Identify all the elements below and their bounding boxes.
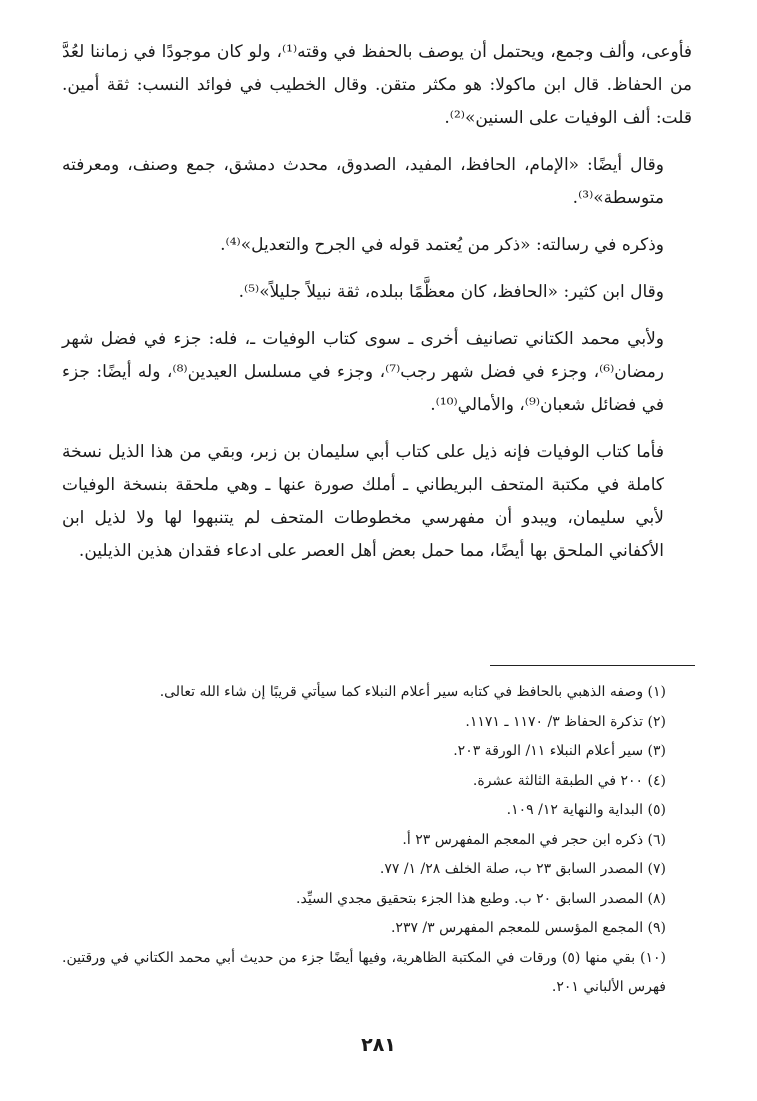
page-number: ٢٨١ — [361, 1034, 396, 1056]
footnote-divider — [490, 665, 695, 666]
footnote: (١) وصفه الذهبي بالحافظ في كتابه سير أعلام النبلاء كما سيأتي قريبًا إن شاء الله تعالى. — [159, 684, 666, 700]
footnote: (٢) تذكرة الحفاظ ٣/ ١١٧٠ ـ ١١٧١. — [465, 713, 666, 730]
footnote: (١٠) بقي منها (٥) ورقات في المكتبة الظاهرية، وفيها أيضًا جزء من حديث أبي محمد الكتاني في ورقتين. فهرس الألباني ٢٠١. — [62, 949, 667, 995]
footnote: (٣) سير أعلام النبلاء ١١/ الورقة ٢٠٣. — [453, 743, 666, 759]
footnote: (٩) المجمع المؤسس للمعجم المفهرس ٣/ ٢٣٧. — [390, 920, 666, 936]
paragraph: وقال أيضًا: «الإمام، الحافظ، المفيد، الصدوق، محدث دمشق، جمع وصنف، ومعرفته متوسطة»⁽³⁾. — [62, 155, 664, 208]
footnotes — [62, 678, 692, 1003]
paragraph: ولأبي محمد الكتاني تصانيف أخرى ـ سوى كتاب الوفيات ـ، فله: جزء في فضل شهر رمضان⁽⁶⁾، وجزء في فضل شهر رجب⁽⁷⁾، وجزء في مسلسل العيدين⁽⁸⁾، وله أيضًا: جزء في فضائل شعبان⁽⁹⁾، والأمالي⁽¹⁰⁾. — [62, 329, 665, 415]
main-text — [62, 36, 692, 582]
paragraph: وقال ابن كثير: «الحافظ، كان معظَّمًا ببلده، ثقة نبيلاً جليلاً»⁽⁵⁾. — [238, 282, 664, 302]
footnote: (٥) البداية والنهاية ١٢/ ١٠٩. — [506, 802, 666, 818]
footnote: (٧) المصدر السابق ٢٣ ب، صلة الخلف ٢٨/ ١/ ٧٧. — [379, 861, 666, 877]
footnote: (٦) ذكره ابن حجر في المعجم المفهرس ٢٣ أ. — [402, 831, 666, 848]
footnote: (٤) ٢٠٠ في الطبقة الثالثة عشرة. — [472, 772, 666, 789]
paragraph: فأما كتاب الوفيات فإنه ذيل على كتاب أبي سليمان بن زبر، وبقي من هذا الذيل نسخة كاملة في مكتبة المتحف البريطاني ـ أملك صورة عنها ـ وهي ملحقة بنسخة الوفيات لأبي سليمان، ويبدو أن مفهرسي مخطوطات المتحف لم يتنبهوا لها ولا لذيل ابن الأكفاني الملحق بها أيضًا، مما حمل بعض أهل العصر على ادعاء فقدان هذين الذيلين. — [62, 442, 664, 561]
paragraph: فأوعى، وألف وجمع، ويحتمل أن يوصف بالحفظ في وقته⁽¹⁾، ولو كان موجودًا في زماننا لعُدَّ من الحفاظ. قال ابن ماكولا: هو مكثر متقن. وقال الخطيب في فوائد النسب: ثقة أمين. قلت: ألف الوفيات على السنين»⁽²⁾. — [62, 42, 692, 128]
paragraph: وذكره في رسالته: «ذكر من يُعتمد قوله في الجرح والتعديل»⁽⁴⁾. — [220, 235, 664, 255]
footnote: (٨) المصدر السابق ٢٠ ب. وطبع هذا الجزء بتحقيق مجدي السيِّد. — [296, 890, 666, 907]
